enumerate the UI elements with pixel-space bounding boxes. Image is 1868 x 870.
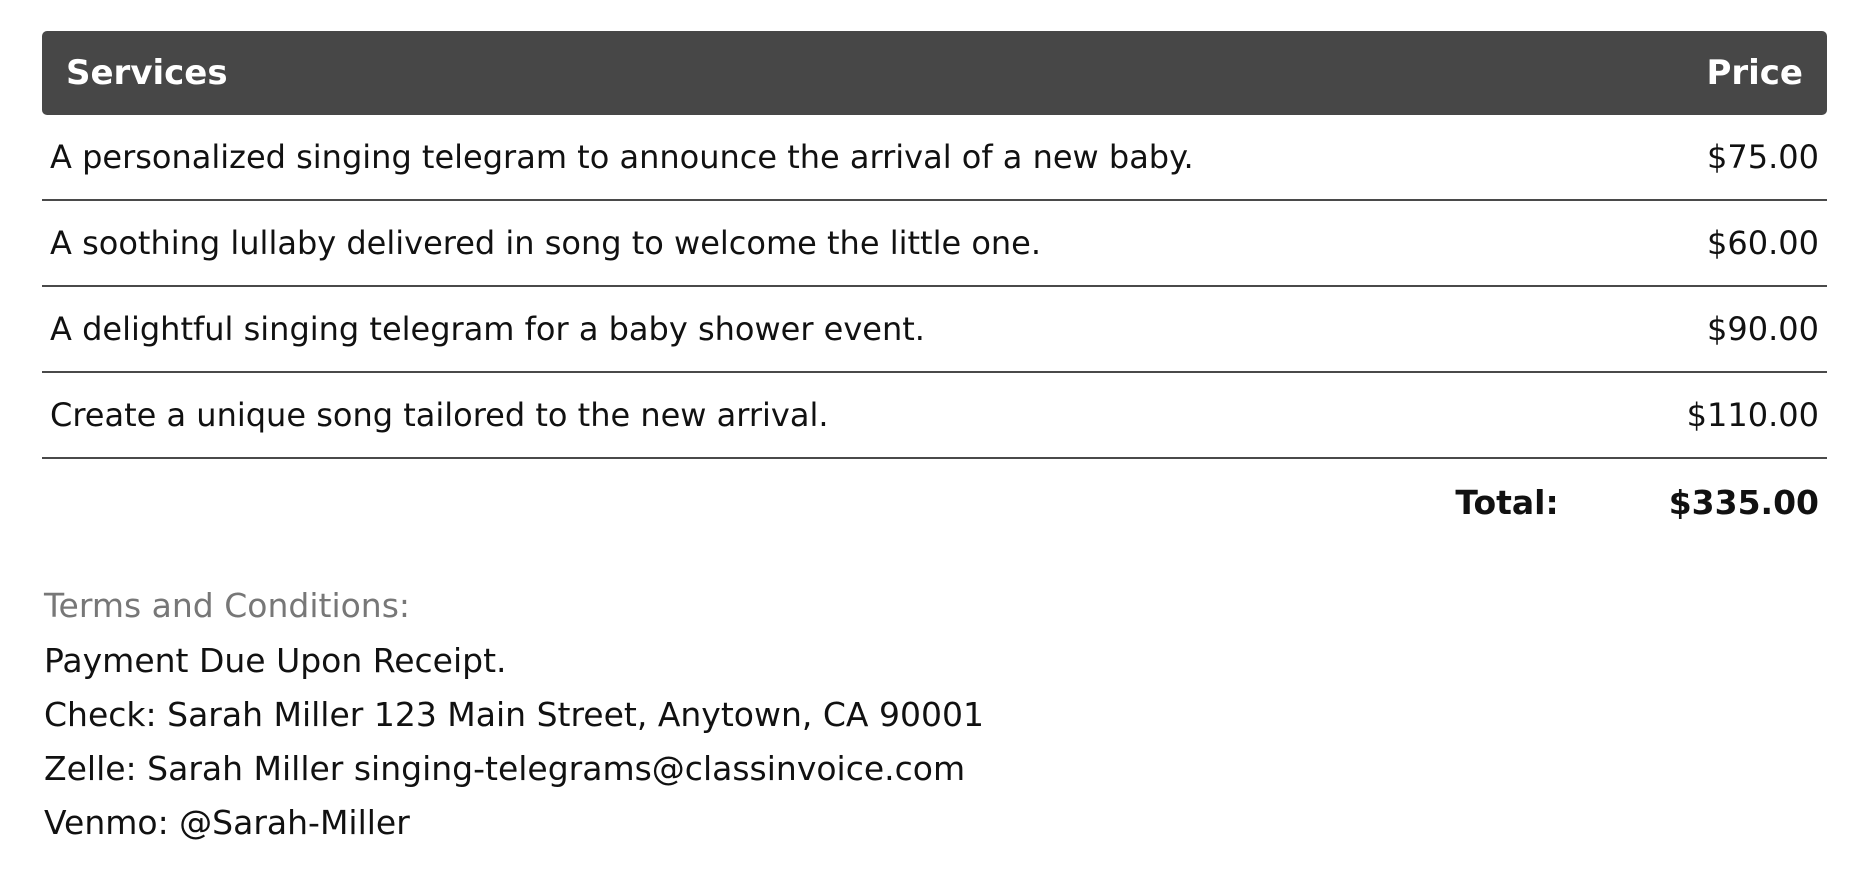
services-table — [42, 31, 1827, 545]
service-price: $60.00 — [1707, 224, 1819, 262]
service-description: A soothing lullaby delivered in song to welcome the little one. — [50, 224, 1042, 262]
table-header — [42, 31, 1827, 115]
header-services: Services — [66, 53, 228, 93]
terms-payment-due: Payment Due Upon Receipt. — [44, 641, 507, 680]
service-description: Create a unique song tailored to the new arrival. — [50, 396, 829, 434]
total-value: $335.00 — [1668, 482, 1819, 522]
terms-zelle: Zelle: Sarah Miller singing-telegrams@classinvoice.com — [44, 749, 966, 788]
service-price: $75.00 — [1707, 138, 1819, 176]
table-row — [42, 287, 1827, 373]
header-price: Price — [1706, 53, 1803, 93]
total-label: Total: — [1455, 482, 1559, 522]
terms-section — [44, 578, 1244, 850]
terms-venmo: Venmo: @Sarah-Miller — [44, 803, 410, 842]
terms-heading: Terms and Conditions: — [44, 586, 411, 625]
service-description: A personalized singing telegram to announce the arrival of a new baby. — [50, 138, 1194, 176]
terms-check: Check: Sarah Miller 123 Main Street, Anytown, CA 90001 — [44, 695, 984, 734]
table-row — [42, 373, 1827, 459]
total-row — [42, 459, 1827, 545]
service-price: $110.00 — [1686, 396, 1819, 434]
service-price: $90.00 — [1707, 310, 1819, 348]
table-row — [42, 115, 1827, 201]
table-row — [42, 201, 1827, 287]
service-description: A delightful singing telegram for a baby shower event. — [50, 310, 925, 348]
